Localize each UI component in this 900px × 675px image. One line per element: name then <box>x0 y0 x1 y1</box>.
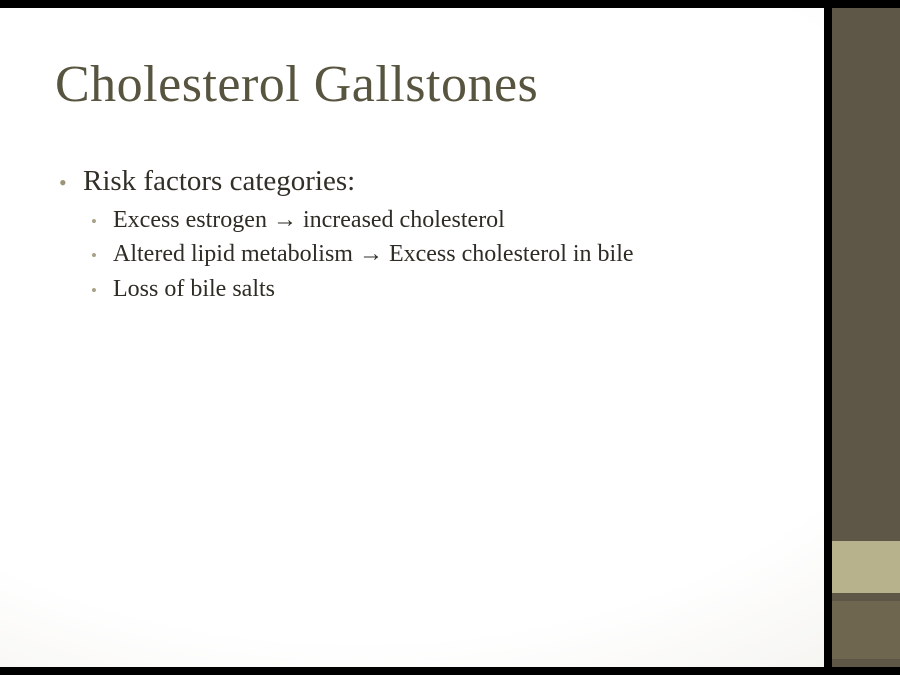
list-item <box>55 163 795 199</box>
content-bullet-list <box>55 163 795 308</box>
sidebar-accent-dark-block <box>832 601 900 659</box>
slide-top-border <box>0 0 900 8</box>
list-item-label: Loss of bile salts <box>113 275 275 302</box>
bullet-point-icon: • <box>91 280 97 300</box>
bullet-point-icon: • <box>91 246 97 266</box>
bullet-point-icon: • <box>91 212 97 232</box>
sidebar-accent-light-block <box>832 541 900 593</box>
slide-content-area <box>0 8 832 667</box>
list-item <box>87 239 795 270</box>
sub-bullet-list <box>87 205 795 305</box>
list-item <box>87 274 795 305</box>
list-item-label: Risk factors categories: <box>83 165 356 197</box>
list-item-label: Altered lipid metabolism → Excess cholesterol in bile <box>113 241 634 268</box>
page-title: Cholesterol Gallstones <box>55 56 539 113</box>
list-item-label: Excess estrogen → increased cholesterol <box>113 207 505 234</box>
slide-bottom-border <box>0 667 900 675</box>
list-item <box>87 205 795 236</box>
bullet-point-icon: • <box>59 170 67 195</box>
